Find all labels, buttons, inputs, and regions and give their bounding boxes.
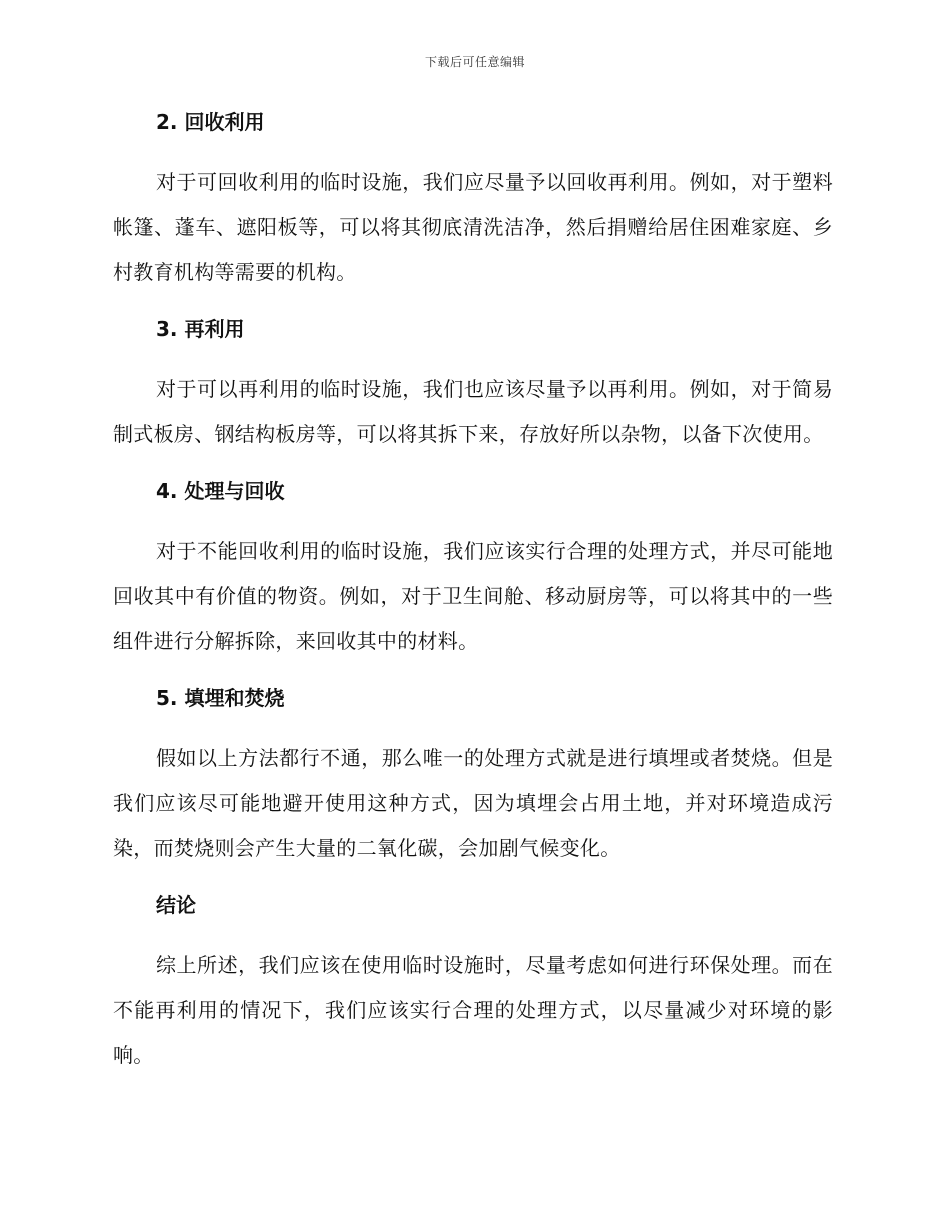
section-heading-reuse: 3. 再利用 <box>156 317 245 341</box>
section-paragraph-reuse: 对于可以再利用的临时设施，我们也应该尽量予以再利用。例如，对于简易制式板房、钢结构板房等，可以将其拆下来，存放好所以杂物，以备下次使用。 <box>113 377 833 446</box>
section-paragraph-conclusion: 综上所述，我们应该在使用临时设施时，尽量考虑如何进行环保处理。而在不能再利用的情况下，我们应该实行合理的处理方式，以尽量减少对环境的影响。 <box>113 953 833 1067</box>
spacer <box>113 919 833 943</box>
spacer <box>113 505 833 529</box>
spacer <box>113 664 833 684</box>
spacer <box>113 712 833 736</box>
document-body <box>113 108 833 1078</box>
spacer <box>113 871 833 891</box>
spacer <box>113 295 833 315</box>
section-heading-landfill: 5. 填埋和焚烧 <box>156 686 285 710</box>
section-heading-process: 4. 处理与回收 <box>156 479 285 503</box>
page-header: 下载后可任意编辑 <box>424 55 525 69</box>
spacer <box>113 136 833 160</box>
section-heading-conclusion: 结论 <box>156 893 196 917</box>
section-paragraph-landfill: 假如以上方法都行不通，那么唯一的处理方式就是进行填埋或者焚烧。但是我们应该尽可能地避开使用这种方式，因为填埋会占用土地，并对环境造成污染，而焚烧则会产生大量的二氧化碳，会加剧气候变化。 <box>113 746 833 860</box>
spacer <box>113 343 833 367</box>
section-heading-recycle: 2. 回收利用 <box>156 110 265 134</box>
section-paragraph-recycle: 对于可回收利用的临时设施，我们应尽量予以回收再利用。例如，对于塑料帐篷、蓬车、遮阳板等，可以将其彻底清洗洁净，然后捐赠给居住困难家庭、乡村教育机构等需要的机构。 <box>113 170 833 284</box>
section-paragraph-process: 对于不能回收利用的临时设施，我们应该实行合理的处理方式，并尽可能地回收其中有价值的物资。例如，对于卫生间舱、移动厨房等，可以将其中的一些组件进行分解拆除，来回收其中的材料。 <box>113 539 833 653</box>
spacer <box>113 457 833 477</box>
